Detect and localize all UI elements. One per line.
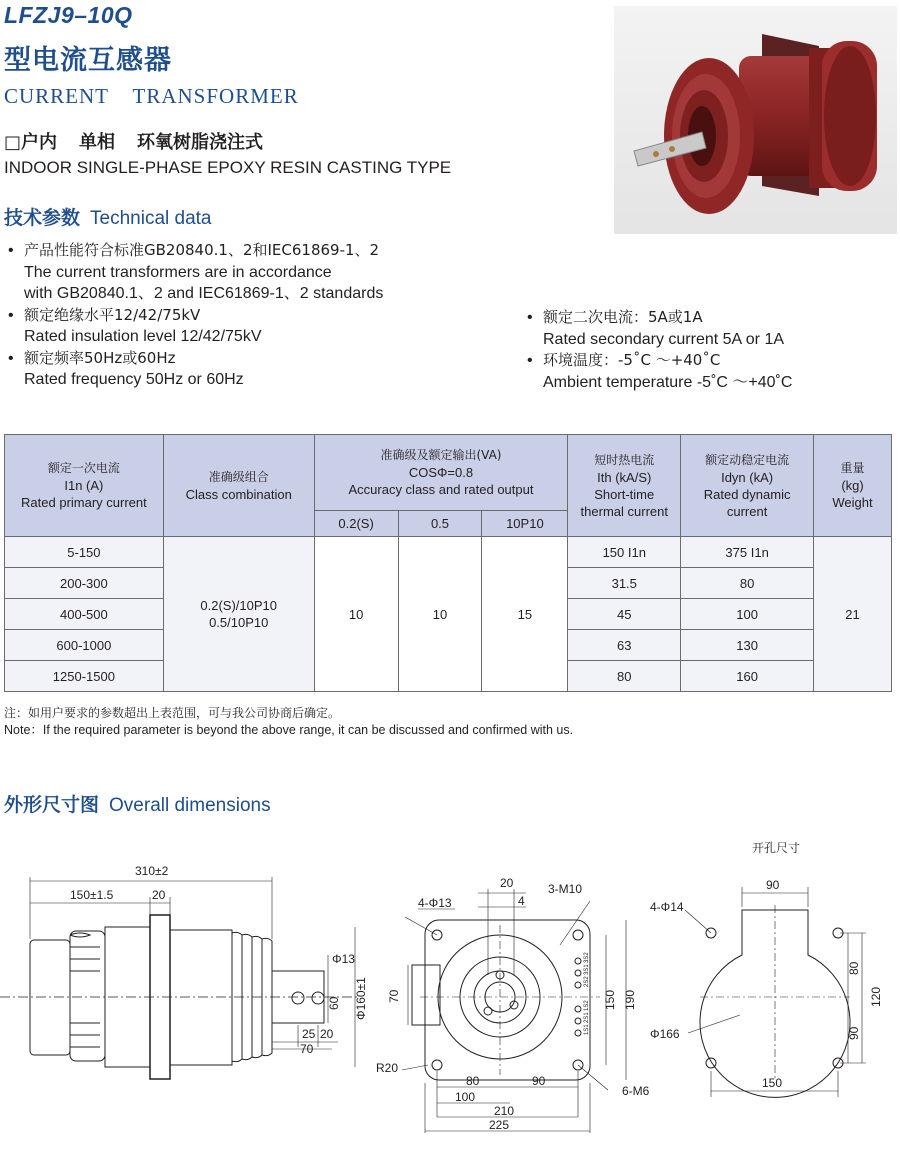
transformer-image — [614, 6, 897, 234]
heading-en: Technical data — [90, 208, 212, 229]
cell-dynamic: 100 — [681, 599, 814, 630]
terminal-mark: 2S1 — [584, 1012, 590, 1023]
cell-dynamic: 130 — [681, 630, 814, 661]
front-view — [402, 889, 626, 1133]
header-line: Ith (kA/S) — [597, 469, 652, 485]
dim-label: 150 — [762, 1076, 783, 1090]
header-line: current — [726, 503, 768, 519]
dim-label: 4-Φ14 — [650, 900, 684, 914]
dim-label: 80 — [847, 961, 861, 975]
header-thermal-current — [568, 435, 681, 537]
header-sub-02s: 0.2(S) — [314, 511, 398, 537]
spec-text-zh: 额定频率50Hz或60Hz — [24, 348, 176, 367]
bullet: • — [8, 349, 14, 367]
heading-zh: 技术参数 — [4, 207, 81, 229]
header-line: Idyn (kA) — [721, 469, 774, 485]
dim-label: 4 — [518, 894, 525, 908]
note-zh: 注：如用户要求的参数超出上表范围，可与我公司协商后确定。 — [4, 706, 341, 720]
dim-label: 70 — [387, 989, 401, 1003]
product-title-zh: 型电流互感器 — [4, 45, 172, 76]
header-line: 重量 — [840, 461, 865, 475]
header-line: thermal current — [580, 503, 668, 519]
cell-thermal: 31.5 — [568, 568, 681, 599]
technical-data-table — [4, 434, 892, 692]
header-line: COSΦ=0.8 — [408, 465, 474, 480]
spec-insulation — [8, 305, 383, 348]
header-line: 准确级组合 — [208, 469, 269, 484]
dim-label: Φ13 — [332, 952, 355, 966]
cutout-title: 开孔尺寸 — [752, 841, 801, 855]
header-line: I1n (A) — [64, 478, 104, 493]
header-line: 额定一次电流 — [47, 461, 120, 475]
header-primary-current — [5, 435, 164, 537]
header-line: 短时热电流 — [594, 452, 655, 467]
cell-dynamic: 375 I1n — [681, 537, 814, 568]
cell-dynamic: 160 — [681, 661, 814, 692]
header-line: Class combination — [185, 486, 292, 502]
type-single-phase: 单相 — [79, 132, 116, 153]
bullet: • — [8, 242, 14, 259]
spec-text-en: with GB20840.1、2 and IEC61869-1、2 standards — [24, 285, 384, 302]
spec-text-en: Rated secondary current 5A or 1A — [543, 330, 785, 348]
spec-ambient-temp — [527, 350, 793, 393]
dim-label: 90 — [532, 1074, 546, 1088]
spec-text-zh: 环境温度：-5˚C ～+40˚C — [543, 351, 721, 369]
product-photo — [614, 6, 897, 234]
header-line: 准确级及额定输出(VA) — [380, 448, 502, 462]
product-type-en: INDOOR SINGLE-PHASE EPOXY RESIN CASTING TYPE — [4, 158, 452, 177]
cell-output-02s: 10 — [314, 537, 398, 692]
header-weight — [814, 435, 892, 537]
dim-label: 90 — [766, 878, 780, 892]
cell-thermal: 150 I1n — [568, 537, 681, 568]
dim-label: Φ166 — [650, 1027, 680, 1041]
product-title-en: CURRENT TRANSFORMER — [4, 84, 299, 108]
header-dynamic-current — [681, 435, 814, 537]
spec-text-en: Ambient temperature -5˚C ～+40˚C — [543, 373, 793, 391]
header-accuracy-output — [314, 435, 568, 511]
spec-text-zh: 额定二次电流：5A或1A — [543, 308, 703, 326]
technical-data-heading — [4, 203, 211, 230]
header-line: Rated primary current — [21, 495, 147, 510]
model-number: LFZJ9–10Q — [4, 2, 133, 28]
note-en: Note：If the required parameter is beyond the above range, it can be discussed and confirmed with us. — [4, 723, 574, 737]
spec-list-left — [8, 240, 384, 391]
bullet: • — [527, 352, 533, 369]
class-line: 0.5/10P10 — [209, 615, 269, 630]
dim-label: 60 — [327, 996, 341, 1010]
bullet: • — [527, 309, 533, 326]
cell-primary: 1250-1500 — [5, 661, 164, 692]
type-epoxy: 环氧树脂浇注式 — [137, 132, 264, 153]
cell-primary: 400-500 — [5, 599, 164, 630]
cell-output-10p10: 15 — [482, 537, 568, 692]
header-sub-05: 0.5 — [398, 511, 482, 537]
cell-class-combination — [163, 537, 314, 692]
table-row — [5, 537, 892, 568]
dim-label: 190 — [623, 989, 637, 1010]
header-line: 额定动稳定电流 — [705, 452, 790, 467]
dim-label: 3-M10 — [548, 882, 583, 896]
table-note — [4, 705, 573, 739]
dim-label: 20 — [500, 876, 514, 890]
dim-label: 20 — [152, 888, 166, 902]
heading-zh: 外形尺寸图 — [4, 794, 100, 816]
dim-label: 70 — [300, 1042, 314, 1056]
terminal-mark: 1S2 — [584, 1000, 590, 1011]
spec-text-en: The current transformers are in accordance — [24, 263, 332, 281]
cell-weight: 21 — [814, 537, 892, 692]
dim-label: 210 — [494, 1104, 515, 1118]
spec-standards — [8, 240, 384, 305]
dim-label: 150±1.5 — [70, 888, 114, 902]
terminal-mark: 2S2 — [584, 976, 590, 987]
cell-output-05: 10 — [398, 537, 482, 692]
dim-label: 80 — [466, 1074, 480, 1088]
heading-en: Overall dimensions — [109, 795, 271, 816]
dim-label: 120 — [869, 986, 883, 1007]
dim-label: 150 — [603, 989, 617, 1010]
bullet: • — [8, 306, 14, 324]
cell-thermal: 80 — [568, 661, 681, 692]
type-indoor: □户内 — [4, 132, 58, 153]
cell-thermal: 45 — [568, 599, 681, 630]
header-line: Rated dynamic — [703, 486, 791, 502]
dim-label: 225 — [489, 1118, 510, 1132]
header-line: (kg) — [841, 478, 864, 493]
dim-label: 90 — [847, 1026, 861, 1040]
spec-text-zh: 额定绝缘水平12/42/75kV — [24, 305, 201, 324]
cell-dynamic: 80 — [681, 568, 814, 599]
dim-label: R20 — [376, 1061, 399, 1075]
cell-thermal: 63 — [568, 630, 681, 661]
terminal-mark: 3S2 — [584, 952, 590, 963]
header-line: Weight — [832, 495, 873, 510]
class-line: 0.2(S)/10P10 — [200, 598, 278, 613]
cell-primary: 5-150 — [5, 537, 164, 568]
dim-label: 310±2 — [135, 864, 169, 878]
spec-frequency — [8, 348, 383, 391]
spec-secondary-current — [527, 307, 792, 350]
dim-label: 6-M6 — [622, 1084, 650, 1098]
dim-label: 100 — [455, 1090, 476, 1104]
spec-list-right — [527, 307, 793, 393]
cutout-view — [685, 887, 866, 1097]
cell-primary: 200-300 — [5, 568, 164, 599]
header-line: Short-time — [594, 486, 655, 502]
dimension-drawing — [0, 835, 900, 1155]
header-class-combination — [163, 435, 314, 537]
dim-label: 4-Φ13 — [418, 896, 452, 910]
dim-label: Φ160±1 — [354, 977, 368, 1020]
terminal-mark: 3S1 — [584, 964, 590, 975]
dimensions-heading — [4, 790, 271, 817]
cell-primary: 600-1000 — [5, 630, 164, 661]
dim-label: 20 — [320, 1027, 334, 1041]
side-view-labels — [70, 864, 368, 1056]
terminal-marks — [584, 952, 590, 1035]
spec-text-en: Rated frequency 50Hz or 60Hz — [24, 371, 244, 388]
terminal-mark: 1S1 — [584, 1024, 590, 1035]
product-type-zh — [4, 128, 285, 154]
spec-text-zh: 产品性能符合标准GB20840.1、2和IEC61869-1、2 — [24, 241, 380, 259]
dim-label: 25 — [302, 1027, 316, 1041]
header-sub-10p10: 10P10 — [482, 511, 568, 537]
spec-text-en: Rated insulation level 12/42/75kV — [24, 328, 262, 345]
header-line: Accuracy class and rated output — [348, 482, 534, 497]
